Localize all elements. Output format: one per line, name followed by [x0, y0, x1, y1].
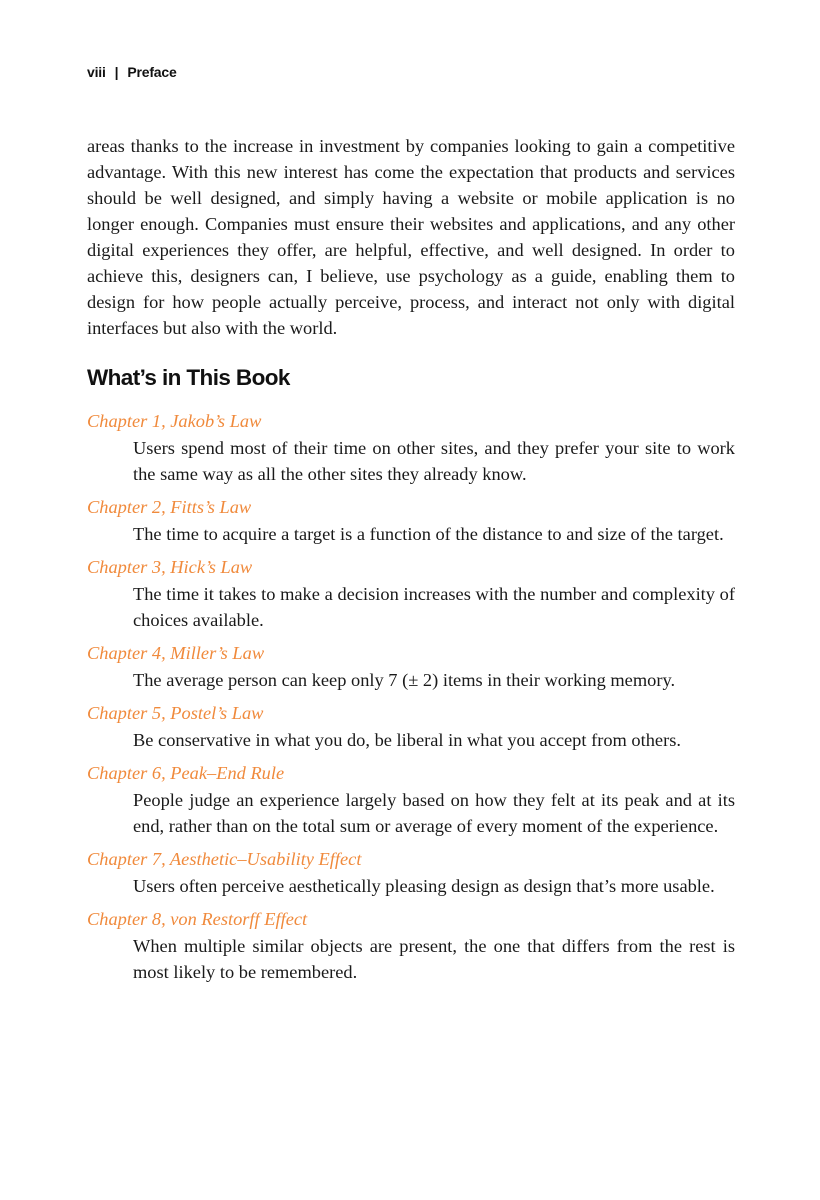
section-heading: What’s in This Book — [87, 365, 290, 390]
chapter-entry — [87, 641, 735, 693]
chapter-title: Chapter 6, Peak–End Rule — [87, 763, 285, 783]
chapter-title: Chapter 3, Hick’s Law — [87, 557, 253, 577]
page-content — [87, 133, 735, 993]
chapter-description: The average person can keep only 7 (± 2) items in their working memory. — [133, 670, 676, 690]
chapter-title: Chapter 4, Miller’s Law — [87, 643, 265, 663]
chapter-entry — [87, 701, 735, 753]
chapter-entry — [87, 761, 735, 839]
chapter-entry — [87, 495, 735, 547]
body-paragraph: areas thanks to the increase in investment by companies looking to gain a competitive advantage. With this new interest has come the expectation that products and services should be well designed, and simply having a website or mobile application is no longer enough. Companies must ensure their websites and applications, and any other digital experiences they offer, are helpful, effective, and well designed. In order to achieve this, designers can, I believe, use psychology as a guide, enabling them to design for how people actually perceive, process, and interact not only with digital interfaces but also with the world. — [87, 136, 735, 338]
chapter-description: When multiple similar objects are present, the one that differs from the rest is most likely to be remembered. — [133, 936, 735, 982]
chapter-title: Chapter 2, Fitts’s Law — [87, 497, 252, 517]
page-number: viii — [87, 64, 106, 80]
chapter-entry — [87, 847, 735, 899]
chapter-entry — [87, 907, 735, 985]
chapter-description: Be conservative in what you do, be liberal in what you accept from others. — [133, 730, 681, 750]
chapter-title: Chapter 1, Jakob’s Law — [87, 411, 262, 431]
chapter-title: Chapter 5, Postel’s Law — [87, 703, 264, 723]
chapter-description: Users often perceive aesthetically pleasing design as design that’s more usable. — [133, 876, 715, 896]
chapter-title: Chapter 7, Aesthetic–Usability Effect — [87, 849, 362, 869]
running-head-section: Preface — [127, 64, 177, 80]
chapter-description: The time to acquire a target is a function of the distance to and size of the target. — [133, 524, 724, 544]
chapter-title: Chapter 8, von Restorff Effect — [87, 909, 308, 929]
running-head-separator: | — [114, 64, 119, 80]
running-head — [87, 64, 177, 80]
chapter-entry — [87, 409, 735, 487]
chapter-description: The time it takes to make a decision increases with the number and complexity of choices available. — [133, 584, 735, 630]
chapter-description: People judge an experience largely based on how they felt at its peak and at its end, rather than on the total sum or average of every moment of the experience. — [133, 790, 735, 836]
chapter-list — [87, 409, 735, 985]
chapter-description: Users spend most of their time on other sites, and they prefer your site to work the same way as all the other sites they already know. — [133, 438, 735, 484]
chapter-entry — [87, 555, 735, 633]
